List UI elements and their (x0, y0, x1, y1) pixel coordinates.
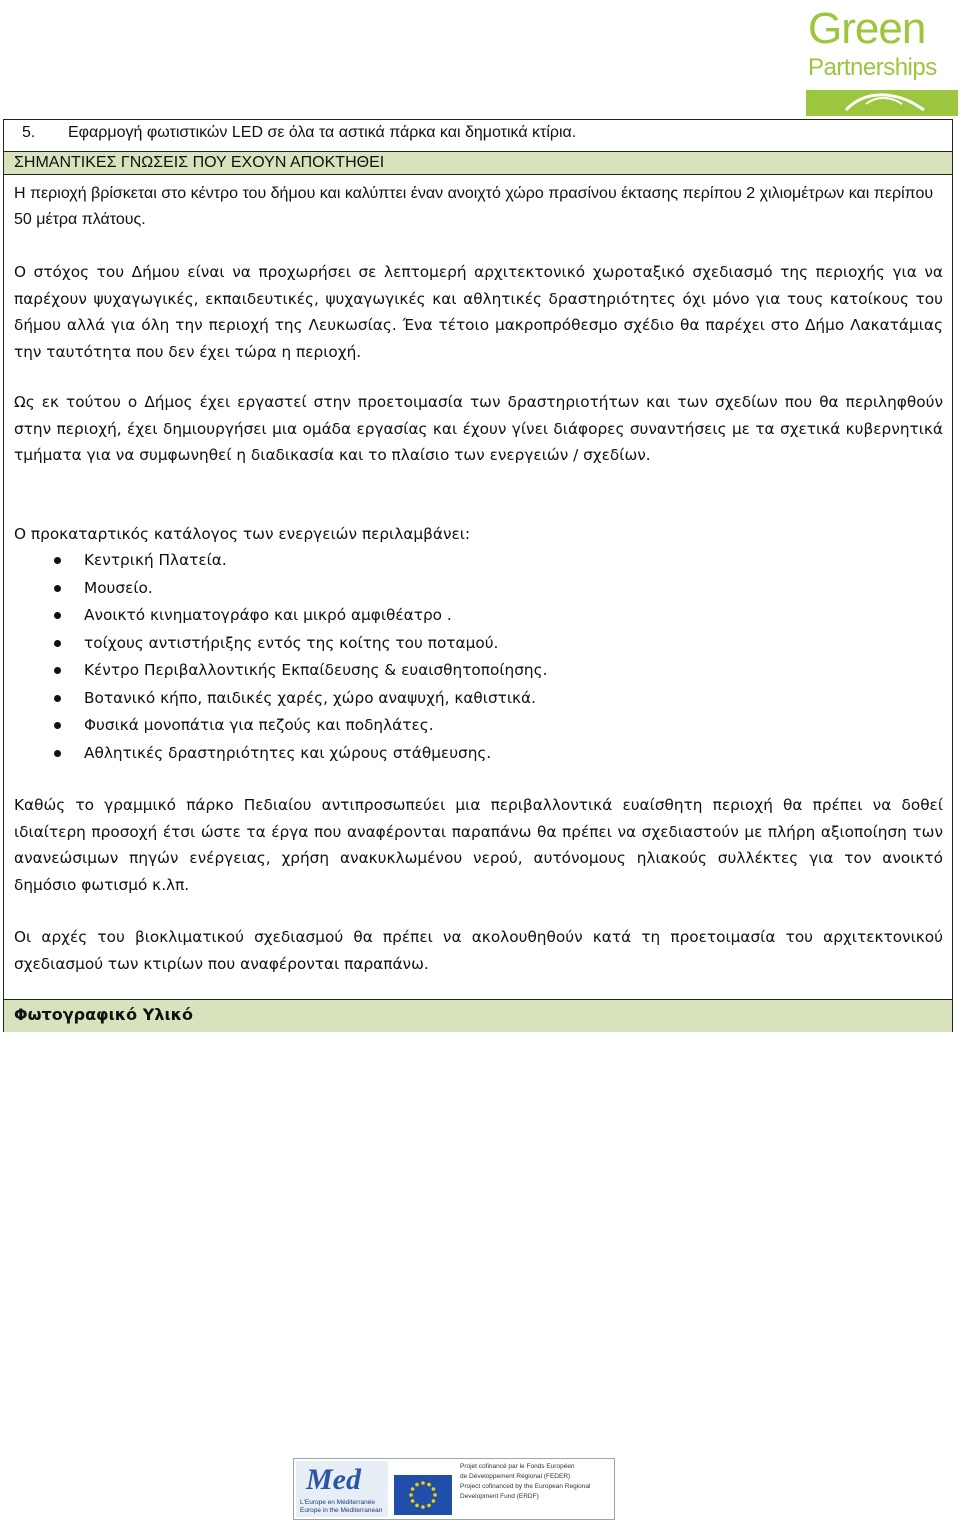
bullet-icon (54, 667, 61, 674)
eu-flag-icon (394, 1475, 452, 1515)
actions-list (48, 547, 928, 767)
item-5 (22, 124, 576, 142)
bullet-icon (54, 722, 61, 729)
list-item-text: τοίχους αντιστήριξης εντός της κοίτης του ποταμού. (84, 633, 499, 652)
photo-header-text: Φωτογραφικό Υλικό (14, 1005, 194, 1024)
handshake-icon (806, 84, 958, 116)
bullet-icon (54, 750, 61, 757)
bullet-icon (54, 640, 61, 647)
med-logo-subtitle (300, 1499, 382, 1515)
list-item (48, 575, 928, 603)
eu-funding-text (460, 1462, 612, 1502)
list-item-text: Αθλητικές δραστηριότητες και χώρους στάθμευσης. (84, 743, 492, 762)
paragraph-work: Ως εκ τούτου ο Δήμος έχει εργαστεί στην προετοιμασία των δραστηριοτήτων και των σχεδίων που θα περιληφθούν στην περιοχή, έχει δημιουργήσει μια ομάδα εργασίας και έχουν γίνει διάφορες συναντήσεις με τα σχετικά κυβερνητικά τμήματα για να συμφωνηθεί η διαδικασία και το πλαίσιο των ενεργειών / σχεδίων. (14, 393, 943, 464)
green-partnerships-logo (806, 4, 958, 116)
list-item (48, 657, 928, 685)
list-item-text: Βοτανικό κήπο, παιδικές χαρές, χώρο αναψυχή, καθιστικά. (84, 688, 536, 707)
paragraph-environment: Καθώς το γραμμικό πάρκο Πεδιαίου αντιπροσωπεύει μια περιβαλλοντικά ευαίσθητη περιοχή θα πρέπει να δοθεί ιδιαίτερη προσοχή έτσι ώστε τα έργα που αναφέρονται παραπάνω θα πρέπει να σχεδιαστούν με πλήρη αξιοποίηση των ανανεώσιμων πηγών ενέργειας, χρήση ανακυκλωμένου νερού, αυτόνομους ηλιακούς συλλέκτες για τον ανοικτό δημόσιο φωτισμό κ.λπ. (14, 796, 943, 894)
list-item-text: Κέντρο Περιβαλλοντικής Εκπαίδευσης & ευαισθητοποίησης. (84, 661, 548, 679)
document-table (3, 119, 953, 1032)
list-item (48, 685, 928, 713)
list-item (48, 602, 928, 630)
paragraph-bioclimatic: Οι αρχές του βιοκλιματικού σχεδιασμού θα πρέπει να ακολουθηθούν κατά τη προετοιμασία του αρχιτεκτονικού σχεδιασμού των κτιρίων που αναφέρονται παραπάνω. (14, 928, 943, 973)
logo-word-green: Green (808, 4, 926, 53)
med-programme-logo (296, 1461, 388, 1517)
list-item-text: Μουσείο. (84, 578, 153, 597)
med-sub-en: Europe in the Mediterranean (300, 1507, 383, 1514)
list-item (48, 740, 928, 768)
logo-word-partnerships: Partnerships (808, 54, 937, 81)
paragraph-goal: Ο στόχος του Δήμου είναι να προχωρήσει σε λεπτομερή αρχιτεκτονικό χωροταξικό σχεδιασμό της περιοχής για να παρέχουν ψυχαγωγικές, εκπαιδευτικές, ψυχαγωγικές και αθλητικές δραστηριότητες όχι μόνο για τους κατοίκους του δήμου αλλά για όλη την περιοχή της Λευκωσίας. Ένα τέτοιο μακροπρόθεσμο σχέδιο θα παρέχει στο Δήμο Λακατάμιας την ταυτότητα που δεν έχει τώρα η περιοχή. (14, 263, 943, 361)
bullet-icon (54, 612, 61, 619)
item-text: Εφαρμογή φωτιστικών LED σε όλα τα αστικά πάρκα και δημοτικά κτίρια. (68, 124, 577, 141)
funding-footer (293, 1458, 615, 1520)
eu-text-line: de Développement Régional (FEDER) (460, 1473, 571, 1480)
list-item-text: Ανοικτό κινηματογράφο και μικρό αμφιθέατρο . (84, 606, 452, 624)
eu-text-line: Projet cofinancé par le Fonds Européen (460, 1463, 575, 1470)
list-item (48, 630, 928, 658)
med-sub-fr: L'Europe en Méditerranée (300, 1499, 375, 1506)
item-5-row (4, 120, 952, 150)
list-item-text: Κεντρική Πλατεία. (84, 551, 227, 569)
list-item-text: Φυσικά μονοπάτια για πεζούς και ποδηλάτες. (84, 716, 434, 734)
med-logo-word: Med (306, 1463, 361, 1496)
bullet-icon (54, 585, 61, 592)
section-header-text: ΣΗΜΑΝΤΙΚΕΣ ΓΝΩΣΕΙΣ ΠΟΥ ΕΧΟΥΝ ΑΠΟΚΤΗΘΕΙ (14, 154, 385, 171)
bullet-icon (54, 695, 61, 702)
eu-text-line: Development Fund (ERDF) (460, 1493, 539, 1500)
list-item (48, 547, 928, 575)
list-item (48, 712, 928, 740)
photo-header (4, 999, 952, 1032)
item-number: 5. (22, 124, 36, 141)
section-header (4, 151, 952, 175)
bullet-icon (54, 557, 61, 564)
intro-paragraph: Η περιοχή βρίσκεται στο κέντρο του δήμου και καλύπτει έναν ανοιχτό χώρο πρασίνου έκτασης περίπου 2 χιλιομέτρων και περίπου 50 μέτρα πλάτους. (14, 185, 934, 228)
eu-text-line: Project cofinanced by the European Regional (460, 1483, 591, 1490)
paragraph-list-intro: Ο προκαταρτικός κατάλογος των ενεργειών περιλαμβάνει: (14, 525, 471, 543)
